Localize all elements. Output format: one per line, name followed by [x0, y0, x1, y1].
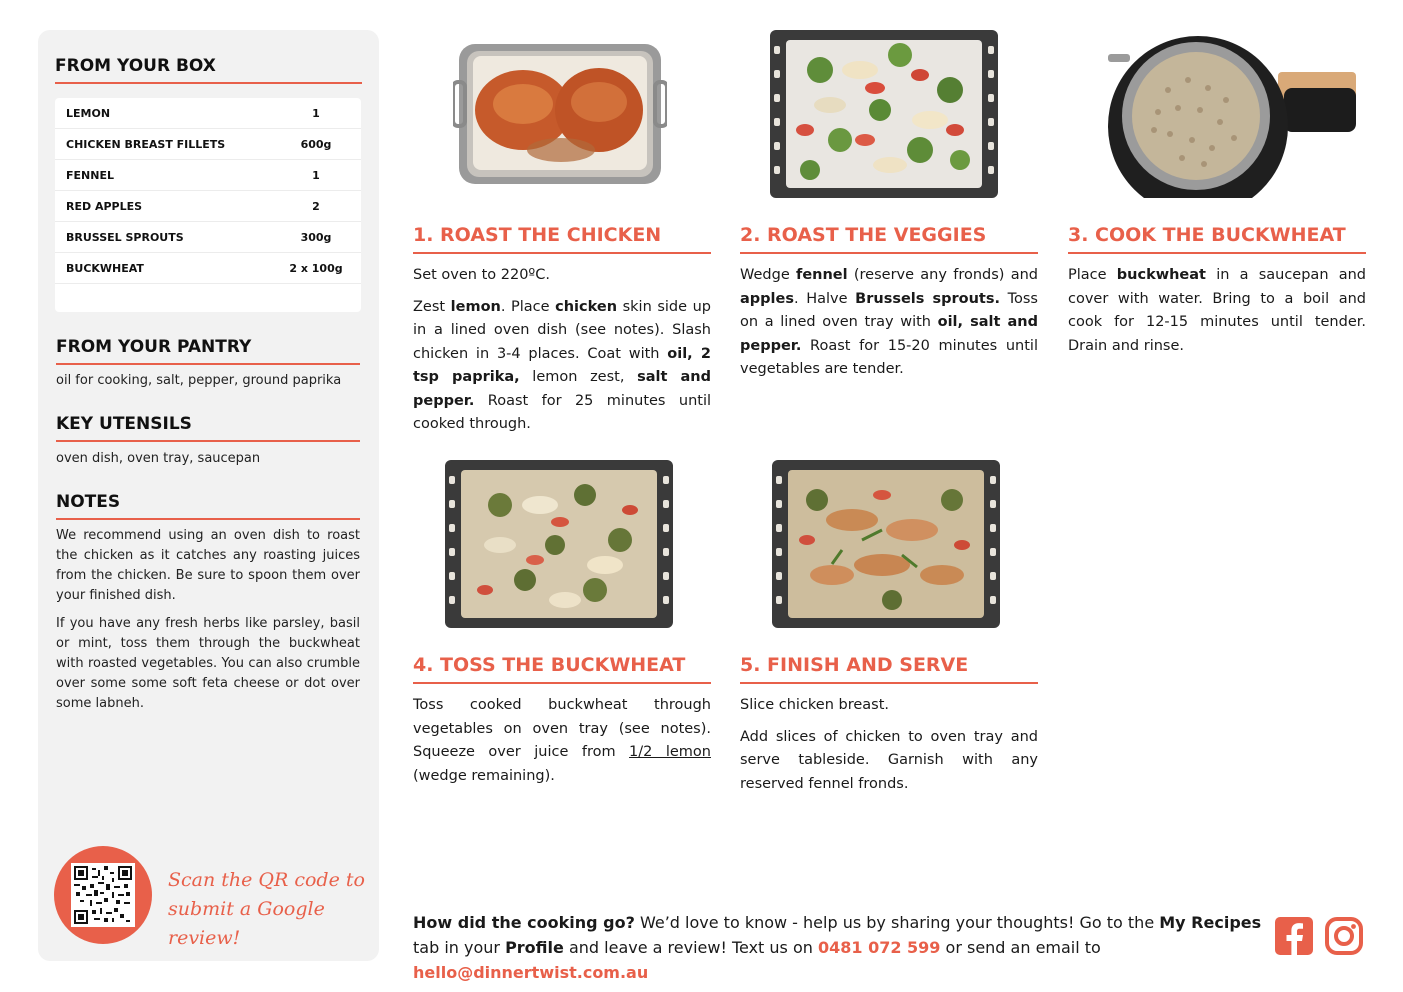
ingredient-highlight: oil, 2 tsp paprika, [413, 345, 711, 385]
from-your-box-heading: FROM YOUR BOX [55, 56, 362, 84]
ingredient-qty: 2 x 100g [289, 261, 343, 275]
buckwheat-sieve-photo [1108, 30, 1356, 198]
roast-chicken-photo [453, 40, 667, 188]
profile-label: Profile [505, 938, 564, 957]
step-paragraph [1068, 264, 1366, 358]
step-instructions [740, 264, 1038, 382]
notes-heading: NOTES [56, 492, 360, 520]
ingredient-name: RED APPLES [66, 199, 143, 213]
step-paragraph [413, 694, 711, 788]
step-title: 3. COOK THE BUCKWHEAT [1068, 224, 1366, 254]
step-4 [413, 654, 711, 796]
qr-caption-line: Scan the QR code to [168, 869, 365, 891]
email-link[interactable]: hello@dinnertwist.com.au [413, 963, 649, 982]
text-run: in a saucepan and cover with water. Bring to a boil and cook for 12-15 minutes until tender. Drain and rinse. [1068, 267, 1366, 354]
ingredient-qty: 1 [312, 168, 320, 182]
ingredient-name: LEMON [66, 106, 111, 120]
text-run: skin side up in a lined oven dish (see notes). Slash chicken in 3-4 places. Coat with [413, 298, 711, 362]
step-1 [413, 224, 711, 445]
table-row [55, 129, 361, 160]
qr-code-icon [71, 863, 135, 927]
table-row [55, 222, 361, 253]
from-your-pantry-heading: FROM YOUR PANTRY [56, 337, 360, 365]
step-paragraph: Slice chicken breast. [740, 697, 890, 713]
ingredient-qty: 600g [300, 137, 332, 151]
ingredient-name: CHICKEN BREAST FILLETS [66, 137, 226, 151]
step-title: 1. ROAST THE CHICKEN [413, 224, 711, 254]
table-row [55, 98, 361, 129]
ingredient-highlight: salt and pepper. [413, 369, 712, 409]
qr-code-badge[interactable] [54, 846, 152, 944]
key-utensils-heading: KEY UTENSILS [56, 414, 360, 442]
step-2 [740, 224, 1038, 390]
text-run: Roast for 25 minutes until cooked through. [413, 392, 711, 432]
step-paragraph: Set oven to 220ºC. [413, 267, 550, 283]
step-instructions [740, 694, 1038, 796]
step-paragraph [740, 264, 1038, 382]
text-run: Roast for 15-20 minutes until vegetables are tender. [740, 337, 1038, 377]
step-instructions [413, 694, 711, 788]
step-paragraph: Add slices of chicken to oven tray and serve tableside. Garnish with any reserved fennel fronds. [740, 728, 1038, 792]
ingredient-highlight: lemon [450, 298, 501, 315]
text-run: tab in your [413, 938, 506, 957]
ingredient-name: BUCKWHEAT [66, 261, 144, 275]
ingredient-highlight: chicken [555, 298, 618, 315]
notes-paragraph: If you have any fresh herbs like parsley, basil or mint, toss them through the buckwheat with roasted vegetables. You can also crumble over some some soft feta cheese or dot over some labneh. [56, 616, 360, 711]
ingredient-qty: 300g [300, 230, 332, 244]
notes-paragraph: We recommend using an oven dish to roast the chicken as it catches any roasting juices from the chicken. Be sure to spoon them over your finished dish. [56, 528, 360, 603]
table-row [55, 253, 361, 284]
qr-caption-line: submit a Google review! [168, 898, 325, 949]
step-instructions [413, 264, 711, 437]
ingredient-highlight: buckwheat [1116, 267, 1206, 283]
phone-link[interactable]: 0481 072 599 [817, 938, 941, 957]
step-5 [740, 654, 1038, 804]
ingredient-highlight: 1/2 lemon [629, 744, 711, 760]
text-run: (wedge remaining). [413, 767, 555, 784]
ingredient-highlight: apples [740, 290, 794, 307]
table-row [55, 160, 361, 191]
step-paragraph [413, 296, 711, 437]
ingredient-name: BRUSSEL SPROUTS [66, 230, 184, 244]
text-run: We’d love to know - help us by sharing your thoughts! Go to the [634, 913, 1160, 932]
my-recipes-label: My Recipes [1159, 913, 1262, 932]
utensils-text: oven dish, oven tray, saucepan [56, 451, 261, 466]
footer-question: How did the cooking go? [413, 913, 635, 932]
roast-veggies-photo [770, 30, 998, 198]
ingredients-table [55, 98, 361, 312]
text-run: and leave a review! Text us on [563, 938, 818, 957]
ingredient-qty: 2 [312, 199, 320, 213]
text-run: . Halve [793, 290, 856, 307]
ingredient-name: FENNEL [66, 168, 114, 182]
pantry-text: oil for cooking, salt, pepper, ground paprika [56, 373, 342, 388]
finish-and-serve-photo [772, 460, 1000, 628]
ingredient-highlight: fennel [796, 267, 848, 283]
text-run: Toss cooked buckwheat through vegetables on oven tray (see notes). Squeeze over juice from [413, 697, 711, 760]
step-3 [1068, 224, 1366, 366]
text-run: Place [1068, 267, 1117, 283]
text-run: Wedge [740, 267, 797, 283]
toss-buckwheat-photo [445, 460, 673, 628]
ingredients-sidebar [38, 30, 379, 961]
ingredient-highlight: Brussels sprouts. [855, 290, 1000, 307]
text-run: or send an email to [940, 938, 1101, 957]
notes-text [56, 526, 360, 722]
text-run: . Place [500, 298, 556, 315]
text-run: (reserve any fronds) and [847, 267, 1038, 283]
text-run: lemon zest, [519, 369, 638, 385]
text-run: Zest [413, 298, 451, 315]
step-title: 5. FINISH AND SERVE [740, 654, 1038, 684]
instagram-icon[interactable] [1325, 917, 1363, 955]
text-run: Toss on a lined oven tray with [740, 290, 1038, 330]
ingredient-qty: 1 [312, 106, 320, 120]
ingredient-highlight: oil, salt and pepper. [740, 314, 1039, 354]
feedback-footer [413, 910, 1273, 985]
step-title: 2. ROAST THE VEGGIES [740, 224, 1038, 254]
step-title: 4. TOSS THE BUCKWHEAT [413, 654, 711, 684]
facebook-icon[interactable] [1275, 917, 1313, 955]
step-instructions [1068, 264, 1366, 358]
qr-review-caption [168, 866, 368, 953]
table-row [55, 191, 361, 222]
